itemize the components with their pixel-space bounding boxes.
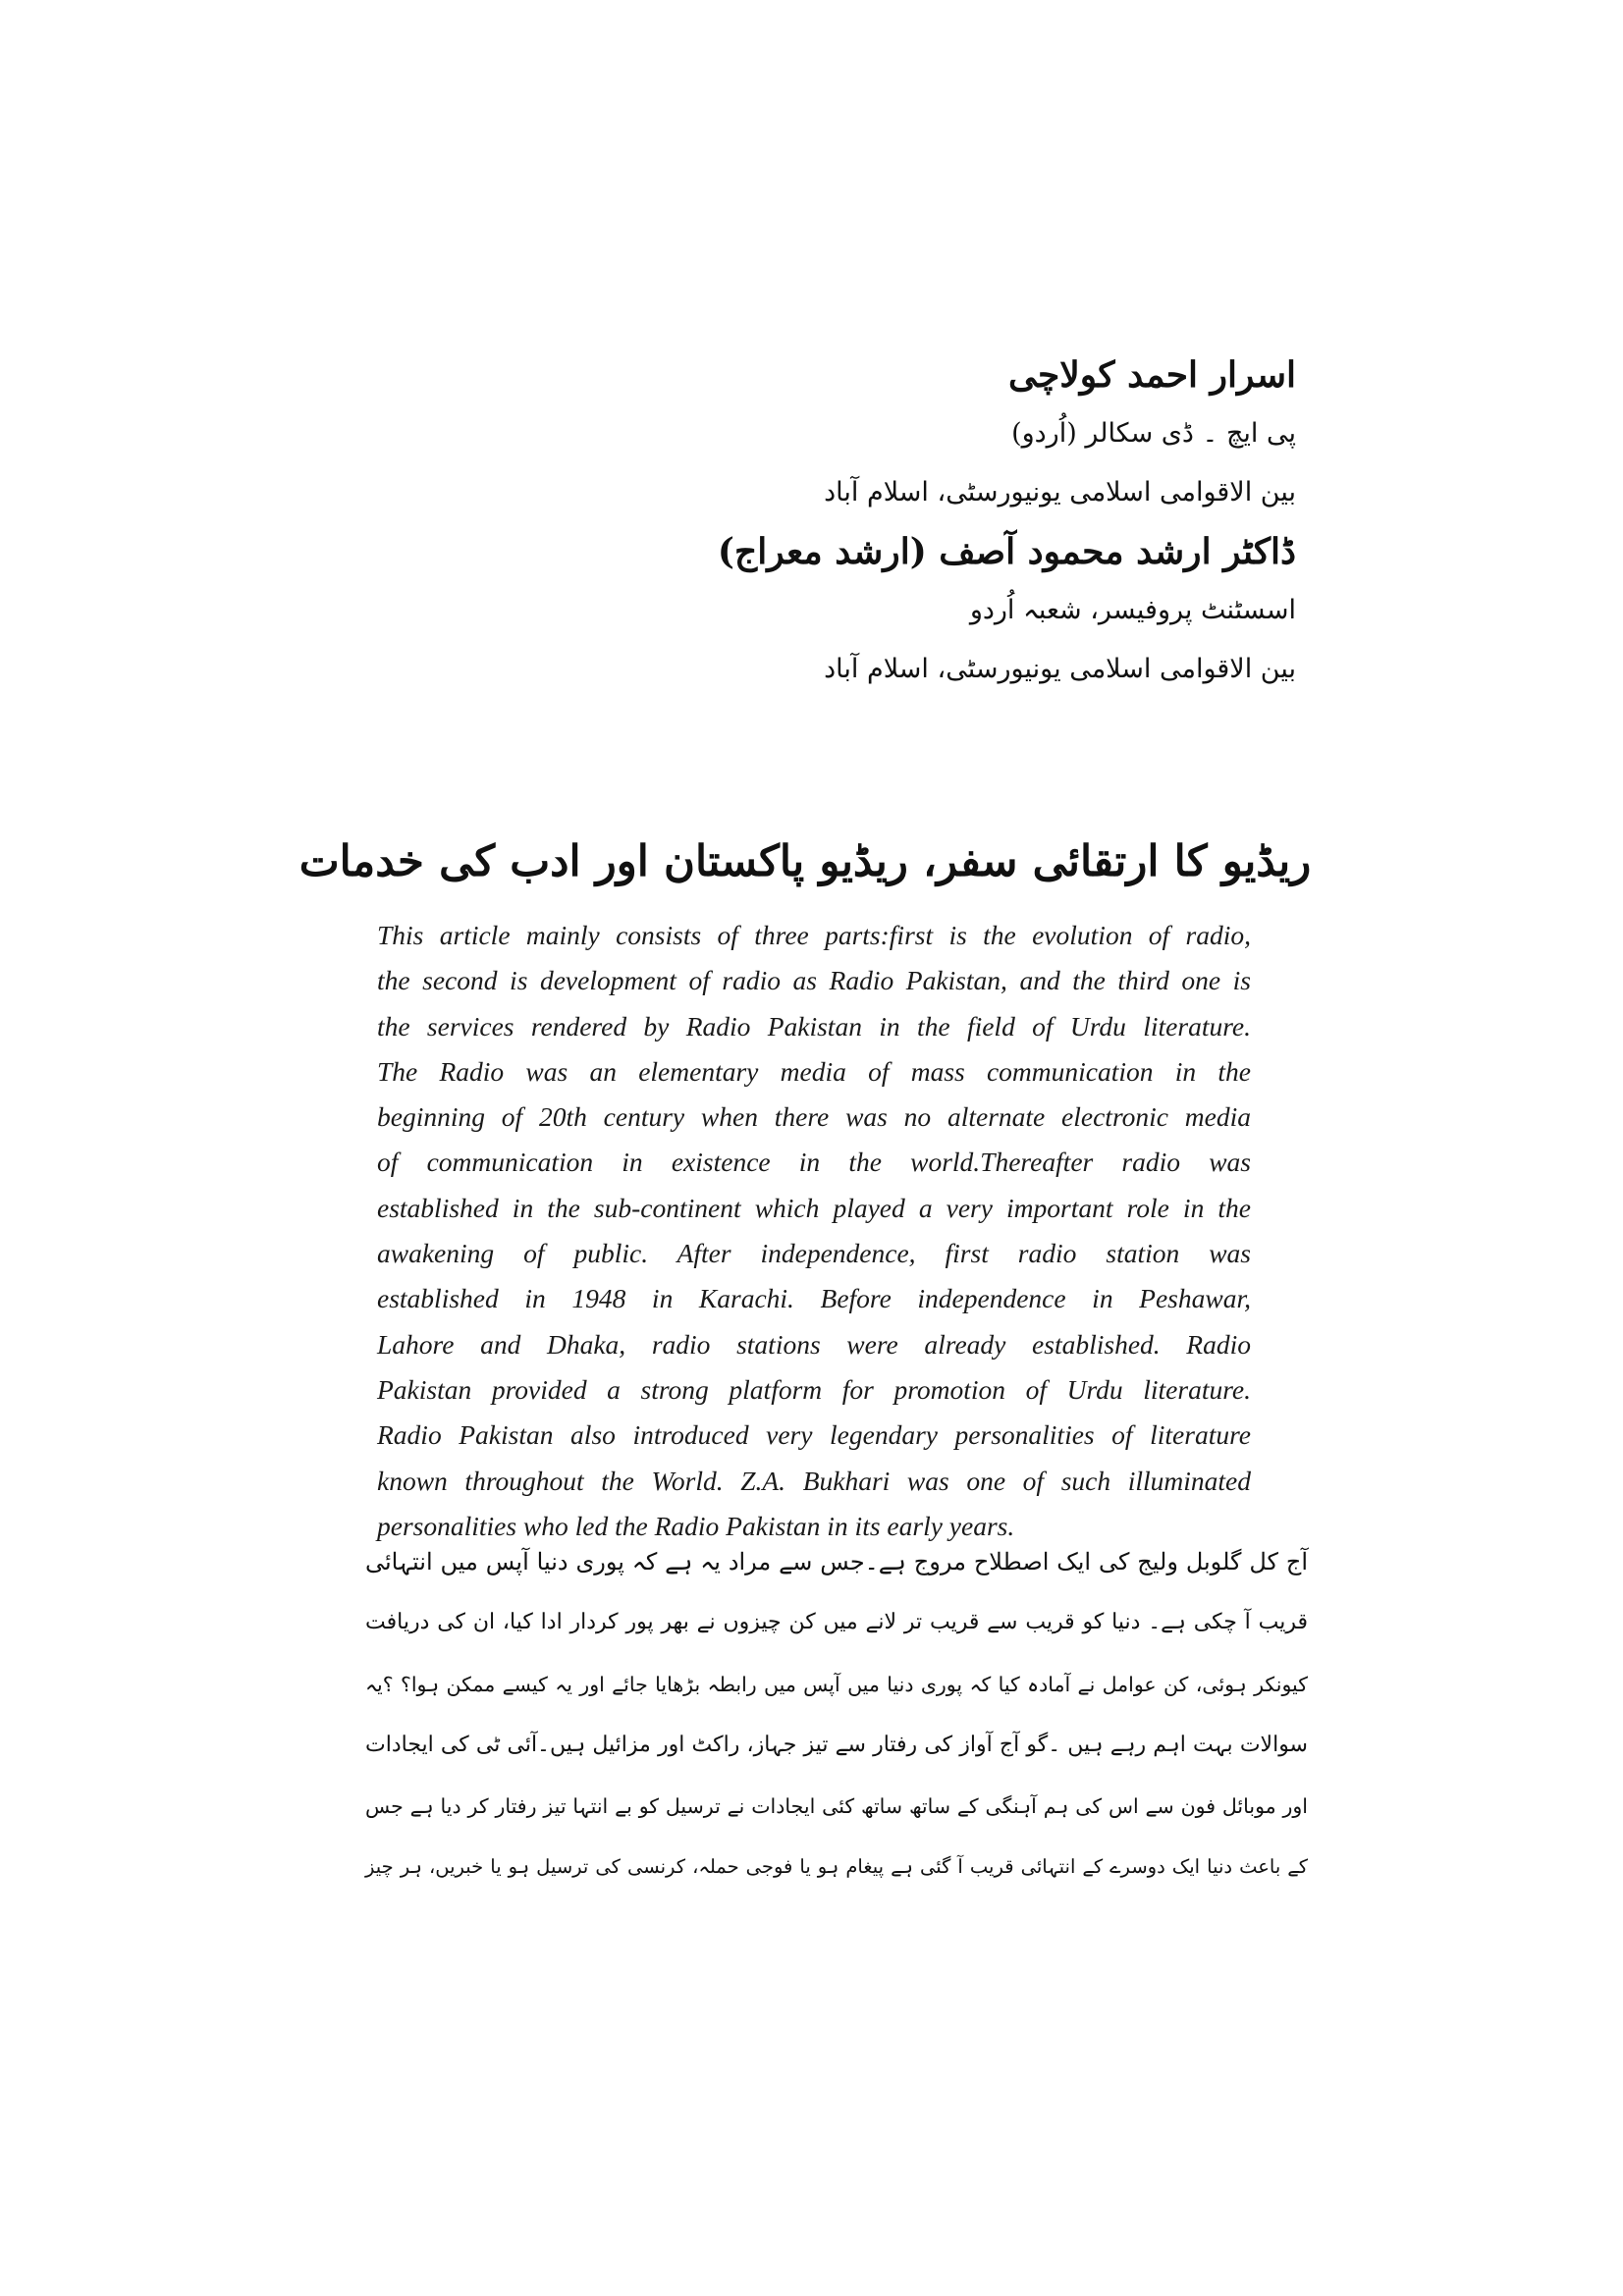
abstract-line: The Radio was an elementary media of mass communication in the [377,1055,1251,1087]
abstract-line: awakening of public. After independence, first radio station was [377,1238,1251,1269]
abstract-line: Radio Pakistan also introduced very legendary personalities of literature [377,1419,1251,1451]
author-position: اسسٹنٹ پروفیسر، شعبہ اُردو [969,595,1296,625]
author-affiliation: بین الاقوامی اسلامی یونیورسٹی، اسلام آباد [824,654,1296,684]
abstract-line: the services rendered by Radio Pakistan in the field of Urdu literature. [377,1010,1251,1041]
body-line: آج کل گلوبل ولیج کی ایک اصطلاح مروج ہے۔جس سے مراد یہ ہے کہ پوری دنیا آپس میں انتہائی [365,1548,1308,1575]
abstract-line: This article mainly consists of three parts:first is the evolution of radio, [377,920,1251,950]
abstract-line: established in 1948 in Karachi. Before independence in Peshawar, [377,1283,1251,1314]
abstract-line: the second is development of radio as Radio Pakistan, and the third one is [377,965,1251,996]
body-paragraph [365,1531,1308,1898]
abstract [377,913,1251,1549]
article-title: ریڈیو کا ارتقائی سفر، ریڈیو پاکستان اور ادب کی خدمات [298,836,1312,886]
author-position: پی ایچ ۔ ڈی سکالر (اُردو) [1011,418,1296,449]
abstract-line: beginning of 20th century when there was no alternate electronic media [377,1101,1251,1133]
body-line: اور موبائل فون سے اس کی ہم آہنگی کے ساتھ ساتھ کئی ایجادات نے ترسیل کو بے انتہا تیز رفتار کر دیا ہے جس [365,1794,1308,1819]
author-name: اسرار احمد کولاچی [1008,354,1296,396]
body-line: قریب آ چکی ہے۔ دنیا کو قریب سے قریب تر لانے میں کن چیزوں نے بھر پور کردار ادا کیا، ان کی دریافت [365,1610,1308,1635]
abstract-line: Pakistan provided a strong platform for promotion of Urdu literature. [377,1373,1251,1405]
body-line: سوالات بہت اہم رہے ہیں ۔گو آج آواز کی رفتار سے تیز جہاز، راکٹ اور مزائیل ہیں۔آئی ٹی کی ایجادات [365,1732,1308,1757]
abstract-line: of communication in existence in the world.Thereafter radio was [377,1147,1251,1178]
abstract-line: known throughout the World. Z.A. Bukhari was one of such illuminated [377,1465,1251,1496]
author-block [609,346,1296,699]
author-name: ڈاکٹر ارشد محمود آصف (ارشد معراج) [717,531,1296,572]
abstract-line: Lahore and Dhaka, radio stations were already established. Radio [377,1328,1251,1360]
abstract-line: established in the sub-continent which played a very important role in the [377,1192,1251,1223]
body-line: کے باعث دنیا ایک دوسرے کے انتہائی قریب آ گئی ہے پیغام ہو یا فوجی حملہ، کرنسی کی ترسیل ہو یا خبریں، ہر چیز [365,1855,1308,1879]
body-line: کیونکر ہوئی، کن عوامل نے آمادہ کیا کہ پوری دنیا میں آپس میں رابطہ بڑھایا جائے اور یہ کیسے ممکن ہوا؟ ؟یہ [365,1672,1308,1696]
author-affiliation: بین الاقوامی اسلامی یونیورسٹی، اسلام آباد [824,477,1296,507]
abstract-line: personalities who led the Radio Pakistan in its early years. [377,1510,1015,1541]
